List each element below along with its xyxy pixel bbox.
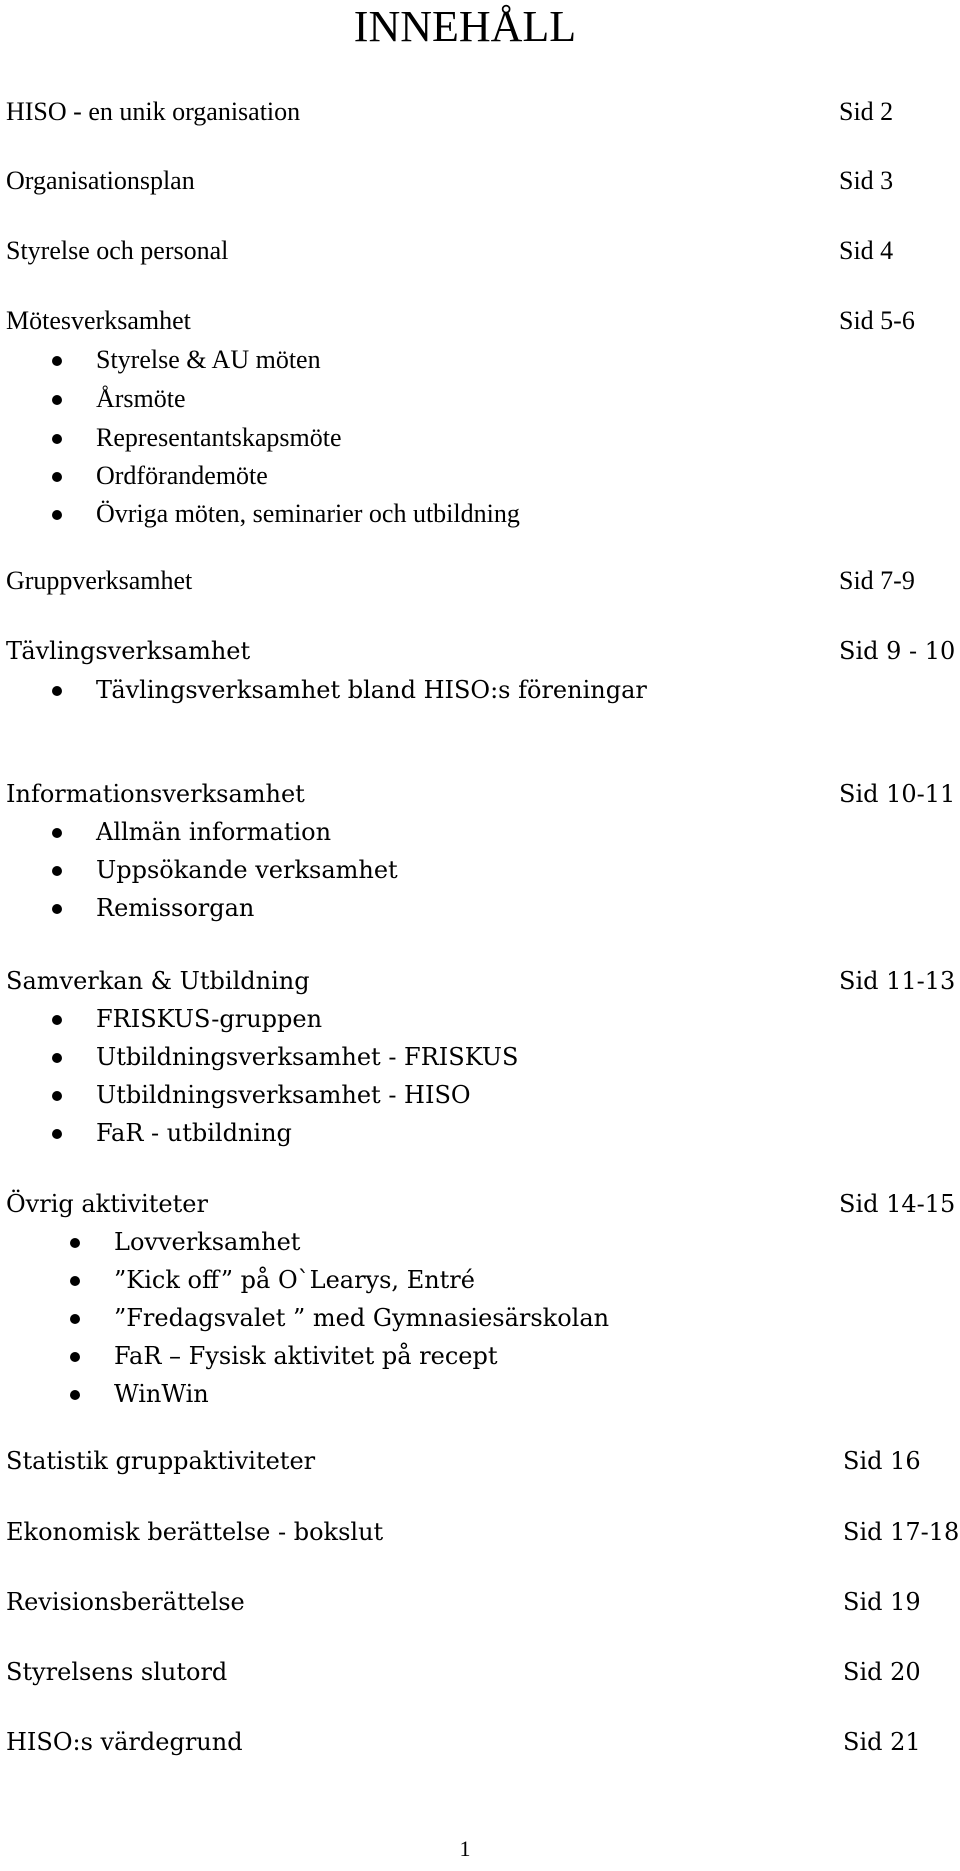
toc-entry-label: Statistik gruppaktiviteter bbox=[6, 1447, 316, 1475]
toc-subitem-label: Ordförandemöte bbox=[96, 461, 268, 490]
toc-subitem bbox=[0, 382, 960, 416]
toc-entry bbox=[6, 164, 960, 198]
toc-subitem bbox=[0, 459, 960, 493]
toc-entry-page: Sid 14-15 bbox=[839, 1190, 956, 1218]
toc-entry-page: Sid 2 bbox=[839, 97, 894, 126]
bullet-icon bbox=[70, 1314, 80, 1324]
toc-entry-page: Sid 21 bbox=[843, 1728, 921, 1756]
toc-entry-page: Sid 3 bbox=[839, 166, 894, 195]
toc-entry bbox=[6, 777, 960, 811]
bullet-icon bbox=[52, 472, 62, 482]
bullet-icon bbox=[52, 828, 62, 838]
toc-subitem bbox=[0, 343, 960, 377]
bullet-icon bbox=[52, 395, 62, 405]
toc-entry bbox=[6, 1187, 960, 1221]
toc-subitem-label: Övriga möten, seminarier och utbildning bbox=[96, 499, 520, 528]
toc-subitem-label: FaR – Fysisk aktivitet på recept bbox=[114, 1342, 498, 1370]
toc-entry bbox=[6, 1655, 960, 1689]
toc-entry-page: Sid 11-13 bbox=[839, 967, 956, 995]
bullet-icon bbox=[70, 1276, 80, 1286]
toc-subitem-label: Tävlingsverksamhet bland HISO:s föreningar bbox=[96, 676, 647, 704]
toc-subitem bbox=[0, 1339, 960, 1373]
toc-entry bbox=[6, 634, 960, 668]
bullet-icon bbox=[52, 1053, 62, 1063]
toc-entry-label: Samverkan & Utbildning bbox=[6, 967, 310, 995]
toc-subitem bbox=[0, 1377, 960, 1411]
toc-entry-label: Revisionsberättelse bbox=[6, 1588, 245, 1616]
bullet-icon bbox=[70, 1390, 80, 1400]
toc-subitem-label: Årsmöte bbox=[96, 384, 186, 413]
toc-entry-label: Informationsverksamhet bbox=[6, 780, 305, 808]
toc-subitem-label: ”Kick off” på O`Learys, Entré bbox=[114, 1266, 475, 1294]
bullet-icon bbox=[52, 686, 62, 696]
bullet-icon bbox=[52, 356, 62, 366]
toc-subitem-label: ”Fredagsvalet ” med Gymnasiesärskolan bbox=[114, 1304, 610, 1332]
toc-subitem bbox=[0, 421, 960, 455]
page-title: INNEHÅLL bbox=[353, 2, 577, 51]
bullet-icon bbox=[52, 1015, 62, 1025]
toc-entry-page: Sid 16 bbox=[843, 1447, 921, 1475]
toc-entry bbox=[6, 1725, 960, 1759]
toc-subitem bbox=[0, 815, 960, 849]
toc-subitem bbox=[0, 673, 960, 707]
toc-entry-label: Tävlingsverksamhet bbox=[6, 637, 251, 665]
toc-entry-label: Ekonomisk berättelse - bokslut bbox=[6, 1518, 384, 1546]
toc-entry-page: Sid 20 bbox=[843, 1658, 921, 1686]
toc-entry-page: Sid 7-9 bbox=[839, 566, 915, 595]
toc-entry-label: HISO:s värdegrund bbox=[6, 1728, 243, 1756]
toc-entry-page: Sid 17-18 bbox=[843, 1518, 960, 1546]
toc-entry-page: Sid 4 bbox=[839, 236, 894, 265]
toc-entry-label: Styrelsens slutord bbox=[6, 1658, 228, 1686]
toc-subitem bbox=[0, 1263, 960, 1297]
toc-subitem bbox=[0, 1225, 960, 1259]
toc-subitem-label: Utbildningsverksamhet - FRISKUS bbox=[96, 1043, 519, 1071]
toc-entry-label: Styrelse och personal bbox=[6, 236, 229, 265]
toc-subitem bbox=[0, 1116, 960, 1150]
bullet-icon bbox=[52, 866, 62, 876]
toc-entry bbox=[6, 1444, 960, 1478]
toc-entry-page: Sid 5-6 bbox=[839, 306, 915, 335]
toc-entry bbox=[6, 234, 960, 268]
toc-entry bbox=[6, 964, 960, 998]
toc-entry-label: Övrig aktiviteter bbox=[6, 1190, 208, 1218]
toc-entry-page: Sid 10-11 bbox=[839, 780, 956, 808]
bullet-icon bbox=[52, 1091, 62, 1101]
toc-subitem-label: WinWin bbox=[114, 1380, 209, 1408]
toc-entry bbox=[6, 1515, 960, 1549]
bullet-icon bbox=[52, 1129, 62, 1139]
toc-entry bbox=[6, 1585, 960, 1619]
bullet-icon bbox=[70, 1238, 80, 1248]
toc-subitem bbox=[0, 1002, 960, 1036]
toc-entry-label: Mötesverksamhet bbox=[6, 306, 191, 335]
toc-subitem-label: FRISKUS-gruppen bbox=[96, 1005, 323, 1033]
bullet-icon bbox=[52, 510, 62, 520]
toc-entry-label: Organisationsplan bbox=[6, 166, 195, 195]
bullet-icon bbox=[52, 434, 62, 444]
page-number: 1 bbox=[459, 1836, 471, 1861]
toc-subitem-label: Uppsökande verksamhet bbox=[96, 856, 398, 884]
toc-subitem bbox=[0, 891, 960, 925]
toc-entry-label: Gruppverksamhet bbox=[6, 566, 193, 595]
bullet-icon bbox=[52, 904, 62, 914]
toc-entry bbox=[6, 95, 960, 129]
toc-subitem-label: Representantskapsmöte bbox=[96, 423, 342, 452]
toc-entry-page: Sid 9 - 10 bbox=[839, 637, 956, 665]
toc-subitem bbox=[0, 1301, 960, 1335]
toc-subitem-label: Utbildningsverksamhet - HISO bbox=[96, 1081, 471, 1109]
toc-entry bbox=[6, 304, 960, 338]
toc-entry bbox=[6, 564, 960, 598]
toc-entry-label: HISO - en unik organisation bbox=[6, 97, 301, 126]
toc-subitem-label: Remissorgan bbox=[96, 894, 255, 922]
toc-subitem-label: Styrelse & AU möten bbox=[96, 345, 321, 374]
toc-subitem-label: Allmän information bbox=[96, 818, 332, 846]
toc-subitem-label: Lovverksamhet bbox=[114, 1228, 301, 1256]
toc-entry-page: Sid 19 bbox=[843, 1588, 921, 1616]
toc-subitem bbox=[0, 1078, 960, 1112]
toc-subitem bbox=[0, 853, 960, 887]
bullet-icon bbox=[70, 1352, 80, 1362]
toc-subitem-label: FaR - utbildning bbox=[96, 1119, 292, 1147]
toc-subitem bbox=[0, 1040, 960, 1074]
toc-subitem bbox=[0, 497, 960, 531]
